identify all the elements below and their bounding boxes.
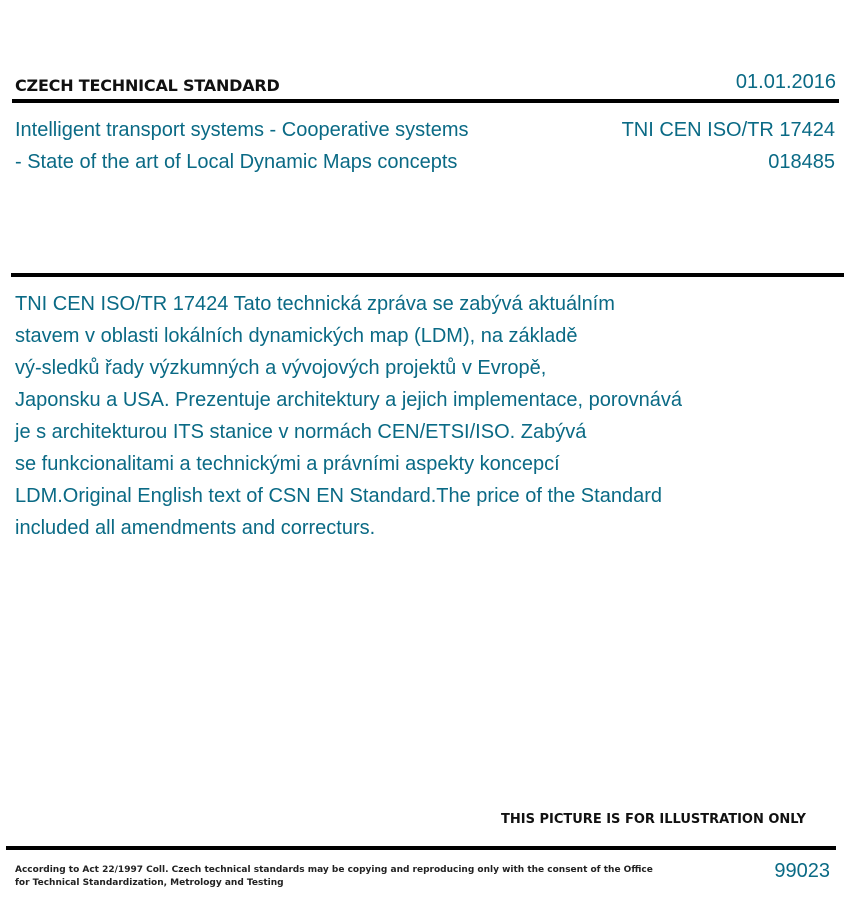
description-line: vý-sledků řady výzkumných a vývojových projektů v Evropě,: [15, 357, 547, 379]
footer-code: 99023: [774, 860, 830, 882]
standard-title: [15, 114, 515, 178]
issue-date: 01.01.2016: [735, 71, 836, 93]
top-divider: [12, 99, 839, 103]
standard-designation: TNI CEN ISO/TR 17424: [621, 119, 835, 141]
legal-notice-line: According to Act 22/1997 Coll. Czech technical standards may be copying and reproducing only with the consent of the Office: [15, 865, 653, 875]
illustration-disclaimer: THIS PICTURE IS FOR ILLUSTRATION ONLY: [501, 812, 806, 827]
standard-description: [15, 288, 755, 544]
description-line: TNI CEN ISO/TR 17424 Tato technická zpráva se zabývá aktuálním: [15, 293, 615, 315]
legal-notice-line: for Technical Standardization, Metrology and Testing: [15, 878, 284, 888]
description-line: Japonsku a USA. Prezentuje architektury a jejich implementace, porovnává: [15, 389, 683, 411]
document-type-label: CZECH TECHNICAL STANDARD: [15, 76, 280, 95]
title-line: - State of the art of Local Dynamic Maps concepts: [15, 151, 458, 173]
description-line: included all amendments and correcturs.: [15, 517, 376, 539]
description-line: LDM.Original English text of CSN EN Standard.The price of the Standard: [15, 485, 662, 507]
legal-notice: [15, 864, 653, 890]
title-line: Intelligent transport systems - Cooperative systems: [15, 119, 469, 141]
description-line: je s architekturou ITS stanice v normách CEN/ETSI/ISO. Zabývá: [15, 421, 587, 443]
catalog-number: 018485: [768, 151, 835, 173]
middle-divider: [11, 273, 844, 277]
bottom-divider: [6, 846, 836, 850]
description-line: se funkcionalitami a technickými a právními aspekty koncepcí: [15, 453, 560, 475]
description-line: stavem v oblasti lokálních dynamických map (LDM), na základě: [15, 325, 578, 347]
reference-block: [622, 114, 835, 178]
